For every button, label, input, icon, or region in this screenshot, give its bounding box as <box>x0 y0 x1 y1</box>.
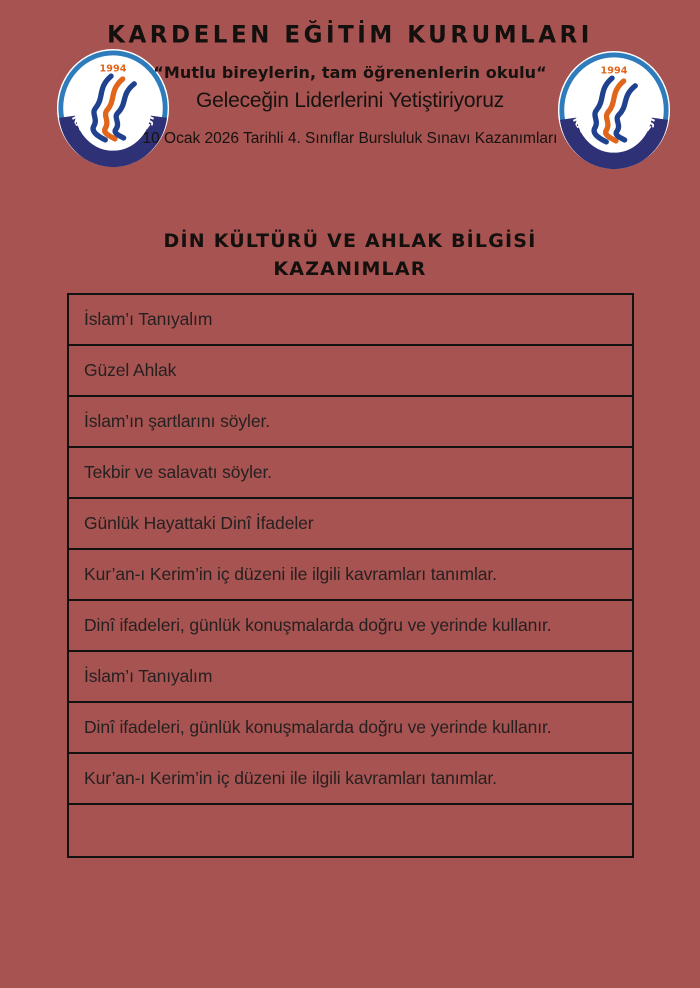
table-row <box>69 805 632 856</box>
section-title-line1: DİN KÜLTÜRÜ VE AHLAK BİLGİSİ <box>163 230 537 252</box>
logo-school-name: KARDELEN KOLEJİ <box>569 114 659 151</box>
table-row: İslam’ı Tanıyalım <box>69 295 632 346</box>
logo-year: 1994 <box>99 63 127 75</box>
section-title-line2: KAZANIMLAR <box>273 258 427 280</box>
exam-date-subtitle: 10 Ocak 2026 Tarihli 4. Sınıflar Bursluluk Sınavı Kazanımları <box>142 130 558 147</box>
header <box>0 0 700 151</box>
slogan: Geleceğin Liderlerini Yetiştiriyoruz <box>196 89 504 112</box>
table-row: Dinî ifadeleri, günlük konuşmalarda doğru ve yerinde kullanır. <box>69 703 632 754</box>
kazanimlar-table <box>67 293 634 858</box>
logo-school-name: KARDELEN KOLEJİ <box>68 112 158 149</box>
table-row: Kur’an-ı Kerim’in iç düzeni ile ilgili kavramları tanımlar. <box>69 754 632 805</box>
logo-year: 1994 <box>600 65 628 77</box>
org-name: KARDELEN EĞİTİM KURUMLARI <box>107 21 593 49</box>
table-row: Dinî ifadeleri, günlük konuşmalarda doğru ve yerinde kullanır. <box>69 601 632 652</box>
table-row: Güzel Ahlak <box>69 346 632 397</box>
table-row: Günlük Hayattaki Dinî İfadeler <box>69 499 632 550</box>
table-row: Tekbir ve salavatı söyler. <box>69 448 632 499</box>
motto: “Mutlu bireylerin, tam öğrenenlerin okulu“ <box>153 63 547 82</box>
table-row: İslam’ı Tanıyalım <box>69 652 632 703</box>
table-row: İslam’ın şartlarını söyler. <box>69 397 632 448</box>
table-row: Kur’an-ı Kerim’in iç düzeni ile ilgili kavramları tanımlar. <box>69 550 632 601</box>
section-title <box>0 227 700 283</box>
